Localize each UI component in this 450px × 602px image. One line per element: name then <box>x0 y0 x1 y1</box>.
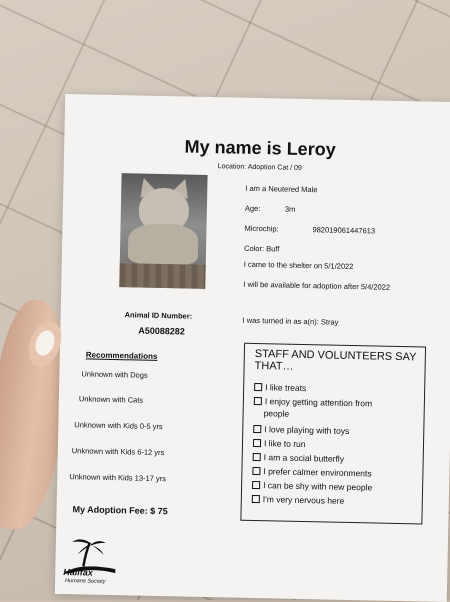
checklist-item <box>254 396 372 408</box>
checklist-item-label: I'm very nervous here <box>262 494 345 506</box>
cat-photo <box>119 173 207 289</box>
checklist-item-label: I like treats <box>265 382 307 394</box>
animal-id-label: Animal ID Number: <box>124 310 193 321</box>
cat-body <box>128 223 199 264</box>
checkbox <box>252 481 260 489</box>
checklist-item-continuation: people <box>263 408 290 419</box>
adoption-flyer <box>55 94 450 602</box>
checklist-item-label: I like to run <box>263 438 306 450</box>
checklist-item-label: I prefer calmer environments <box>263 466 372 479</box>
checklist-item <box>252 466 371 478</box>
checklist-item-label: I enjoy getting attention from <box>264 396 373 409</box>
available-text: I will be available for adoption after 5/4/2022 <box>243 279 391 292</box>
adoption-fee: My Adoption Fee: $ 75 <box>72 504 168 517</box>
age-value: 3m <box>284 204 296 214</box>
color-text: Color: Buff <box>243 243 280 254</box>
checkbox <box>254 383 262 391</box>
recommendations-title: Recommendations <box>85 350 158 361</box>
animal-id-number: A50088282 <box>138 325 185 337</box>
logo-name: Halifax <box>63 567 93 578</box>
checkbox <box>252 467 260 475</box>
logo-subtitle: Humane Society <box>65 578 106 585</box>
recommendation-item: Unknown with Kids 0-5 yrs <box>74 420 163 432</box>
turned-in-text: I was turned in as a(n): Stray <box>242 315 339 327</box>
age-label: Age: <box>244 203 261 214</box>
checkbox <box>253 439 261 447</box>
checklist-item <box>253 438 306 449</box>
staff-volunteers-box <box>240 343 426 525</box>
microchip-value: 982019061447613 <box>312 225 376 236</box>
photo-table <box>119 263 205 289</box>
recommendation-item: Unknown with Kids 6-12 yrs <box>71 446 165 458</box>
checklist-item <box>253 424 349 436</box>
checklist-item <box>252 480 372 493</box>
checkbox <box>252 495 260 503</box>
location-text: Location: Adoption Cat / 09 <box>217 163 302 172</box>
checklist-item <box>254 382 306 393</box>
checkbox <box>253 425 261 433</box>
flyer-title: My name is Leroy <box>184 136 336 160</box>
recommendation-item: Unknown with Dogs <box>81 369 148 380</box>
microchip-row <box>244 223 376 236</box>
checklist-item-label: I love playing with toys <box>264 424 350 436</box>
checklist-item <box>253 452 345 464</box>
recommendation-item: Unknown with Cats <box>78 394 144 405</box>
microchip-label: Microchip: <box>244 223 279 234</box>
checklist-item <box>252 494 345 506</box>
checklist-item-label: I can be shy with new people <box>263 480 373 493</box>
staff-title: STAFF AND VOLUNTEERS SAY THAT… <box>254 347 417 373</box>
checkbox <box>254 397 262 405</box>
age-row <box>244 203 296 214</box>
checklist-item-label: I am a social butterfly <box>263 452 345 464</box>
checkbox <box>253 453 261 461</box>
neutered-text: I am a Neutered Male <box>245 183 318 195</box>
came-to-shelter-text: I came to the shelter on 5/1/2022 <box>243 259 354 272</box>
recommendation-item: Unknown with Kids 13-17 yrs <box>69 472 167 484</box>
